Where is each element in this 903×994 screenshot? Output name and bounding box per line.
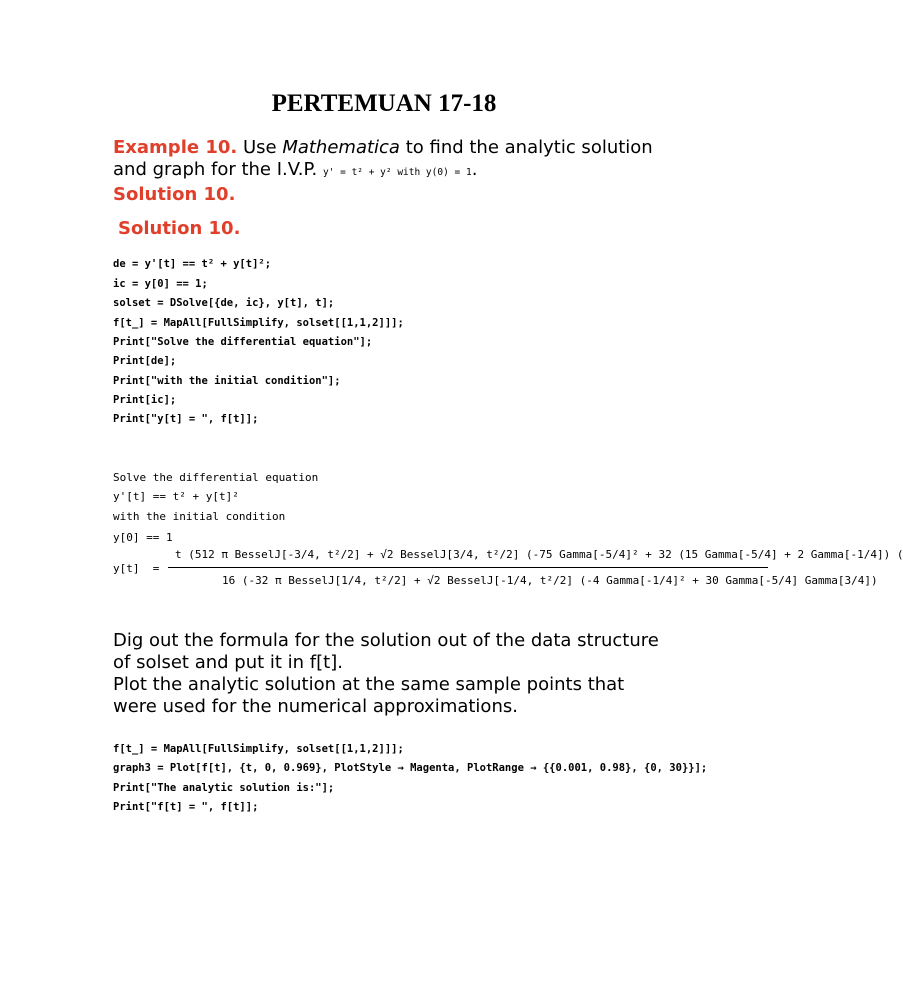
solution-numerator: t (512 π BesselJ[-3/4, t²/2] + √2 BesselJ[3/4, t²/2] (-75 Gamma[-5/4]² + 32 (15 Gamma[-5/4] + 2 Gamma[-1/4]) ( [175,548,903,561]
solution-heading: Solution 10. [118,218,241,239]
code-line: Print[de]; [113,355,177,367]
example-italic: Mathematica [282,137,400,158]
code-line: graph3 = Plot[f[t], {t, 0, 0.969}, PlotStyle → Magenta, PlotRange → {{0.001, 0.98}, {0, 30}}]; [113,762,708,774]
paragraph-2 [113,630,659,718]
solution-lhs: y[t] = [113,562,160,575]
paragraph-line: of solset and put it in f[t]. [113,652,343,673]
code-line: ic = y[0] == 1; [113,278,208,290]
example-period: . [471,159,478,180]
code-line: Print["The analytic solution is:"]; [113,782,335,794]
example-text-1: Use [237,137,283,158]
paragraph-line: Plot the analytic solution at the same sample points that [113,674,625,695]
output-line: with the initial condition [113,510,286,523]
output-line: y[0] == 1 [113,531,173,544]
code-line: de = y'[t] == t² + y[t]²; [113,258,272,270]
paragraph-line: were used for the numerical approximations. [113,696,518,717]
code-line: f[t_] = MapAll[FullSimplify, solset[[1,1,2]]]; [113,317,404,329]
code-line: Print["with the initial condition"]; [113,375,341,387]
code-line: Print[ic]; [113,394,177,406]
fraction-bar [168,567,768,568]
code-line: Print["Solve the differential equation"]; [113,336,373,348]
output-line: Solve the differential equation [113,471,319,484]
example-label: Example 10. [113,137,238,158]
solution-label: Solution 10. [113,184,236,205]
code-line: f[t_] = MapAll[FullSimplify, solset[[1,1,2]]]; [113,743,404,755]
code-line: solset = DSolve[{de, ic}, y[t], t]; [113,297,335,309]
example-line2: and graph for the I.V.P. [113,159,323,180]
ivp-formula: y' = t² + y² with y(0) = 1 [322,167,472,178]
example-text-2: to find the analytic solution [399,137,653,158]
page-title: PERTEMUAN 17-18 [271,90,497,117]
code-line: Print["f[t] = ", f[t]]; [113,801,259,813]
output-line: y'[t] == t² + y[t]² [113,490,239,503]
paragraph-line: Dig out the formula for the solution out of the data structure [113,630,659,651]
code-line: Print["y[t] = ", f[t]]; [113,413,259,425]
solution-denominator: 16 (-32 π BesselJ[1/4, t²/2] + √2 BesselJ[-1/4, t²/2] (-4 Gamma[-1/4]² + 30 Gamma[-5/4] Gamma[3/4]) [222,574,878,587]
example-paragraph [113,137,653,206]
